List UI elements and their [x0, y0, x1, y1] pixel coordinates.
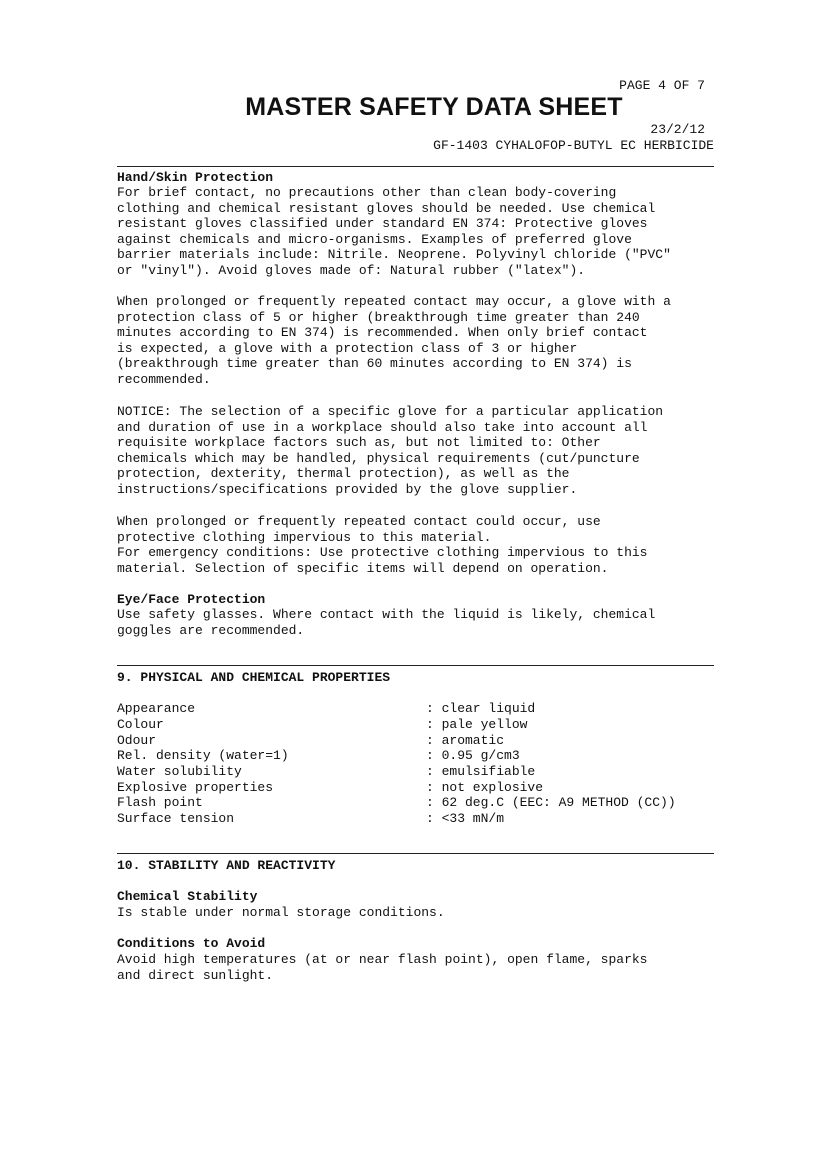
property-label: Water solubility [117, 764, 242, 779]
page-number: PAGE 4 OF 7 [619, 78, 705, 93]
property-label: Odour [117, 733, 157, 748]
property-label: Surface tension [117, 811, 235, 826]
property-label: Rel. density (water=1) [117, 748, 289, 763]
property-value: : emulsifiable [426, 764, 536, 779]
property-label: Explosive properties [117, 780, 274, 795]
property-value: : 62 deg.C (EEC: A9 METHOD (CC)) [426, 795, 676, 810]
hand-skin-paragraph-1: For brief contact, no precautions other than clean body-covering clothing and chemical resistant gloves should be needed. Use chemical resistant gloves classified under standard EN 374: Protective gloves against chemicals and micro-organisms. Examples of preferred glove barrier materials include: Nitrile. Neoprene. Polyvinyl chloride ("PVC" or "vinyl"). Avoid gloves made of: Natural rubber ("latex"). [117, 185, 671, 278]
property-label: Colour [117, 717, 164, 732]
hand-skin-heading: Hand/Skin Protection [117, 170, 274, 185]
conditions-to-avoid-heading: Conditions to Avoid [117, 936, 266, 951]
document-title: MASTER SAFETY DATA SHEET [245, 93, 623, 121]
property-value: : aromatic [426, 733, 505, 748]
document-date: 23/2/12 [650, 122, 705, 137]
header-divider [117, 166, 714, 167]
property-label: Flash point [117, 795, 203, 810]
section-9-heading: 9. PHYSICAL AND CHEMICAL PROPERTIES [117, 670, 391, 685]
section-9-divider [117, 665, 714, 666]
product-name: GF-1403 CYHALOFOP-BUTYL EC HERBICIDE [433, 138, 714, 153]
chemical-stability-text: Is stable under normal storage conditions. [117, 905, 445, 920]
section-10-divider [117, 853, 714, 854]
section-10-heading: 10. STABILITY AND REACTIVITY [117, 858, 336, 873]
property-value: : not explosive [426, 780, 544, 795]
eye-face-heading: Eye/Face Protection [117, 592, 266, 607]
conditions-to-avoid-text: Avoid high temperatures (at or near flash point), open flame, sparks and direct sunlight. [117, 952, 648, 983]
property-value: : clear liquid [426, 701, 536, 716]
property-value: : <33 mN/m [426, 811, 505, 826]
eye-face-text: Use safety glasses. Where contact with the liquid is likely, chemical goggles are recommended. [117, 607, 656, 638]
property-label: Appearance [117, 701, 196, 716]
chemical-stability-heading: Chemical Stability [117, 889, 258, 904]
property-value: : 0.95 g/cm3 [426, 748, 520, 763]
hand-skin-notice: NOTICE: The selection of a specific glove for a particular application and duration of use in a workplace should also take into account all requisite workplace factors such as, but not limited to: Other chemicals which may be handled, physical requirements (cut/puncture protection, dexterity, thermal protection), as well as the instructions/specifications provided by the glove supplier. [117, 404, 664, 497]
hand-skin-paragraph-4: When prolonged or frequently repeated contact could occur, use protective clothing impervious to this material. For emergency conditions: Use protective clothing impervious to this material. Selection of specific items will depend on operation. [117, 514, 648, 576]
hand-skin-paragraph-2: When prolonged or frequently repeated contact may occur, a glove with a protection class of 5 or higher (breakthrough time greater than 240 minutes according to EN 374) is recommended. When only brief contact is expected, a glove with a protection class of 3 or higher (breakthrough time greater than 60 minutes according to EN 374) is recommended. [117, 294, 671, 387]
property-value: : pale yellow [426, 717, 528, 732]
